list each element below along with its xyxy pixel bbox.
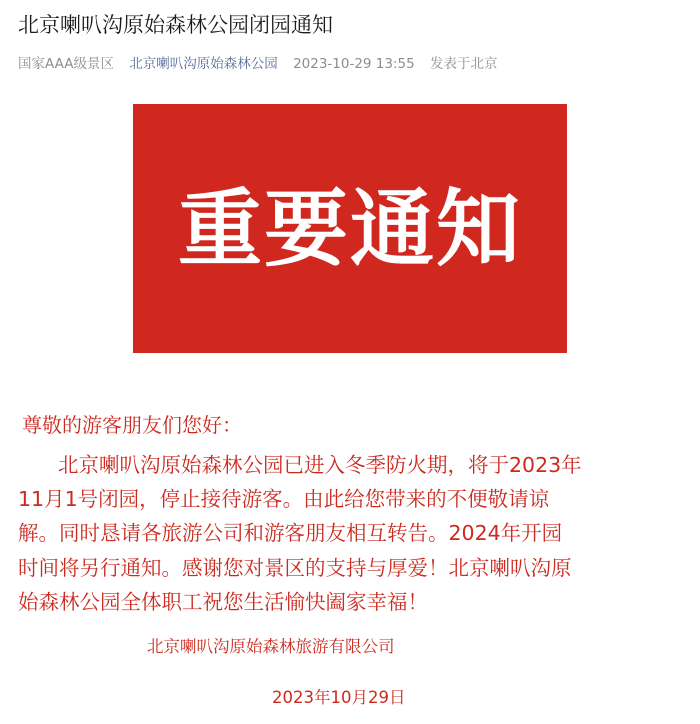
- notice-date: 2023年10月29日: [272, 688, 406, 707]
- important-notice-banner: [133, 104, 567, 353]
- notice-line: 北京喇叭沟原始森林公园已进入冬季防火期，将于2023年: [58, 453, 582, 477]
- notice-signature: 北京喇叭沟原始森林旅游有限公司: [147, 637, 395, 656]
- publish-location: 发表于北京: [430, 56, 498, 72]
- notice-line: 解。同时恳请各旅游公司和游客朋友相互转告。2024年开园: [18, 521, 563, 546]
- scenic-area-tag: 国家AAA级景区: [18, 56, 114, 72]
- notice-line: 11月1号闭园，停止接待游客。由此给您带来的不便敬请谅: [18, 487, 550, 512]
- article-title: 北京喇叭沟原始森林公园闭园通知: [18, 13, 333, 37]
- notice-line: 时间将另行通知。感谢您对景区的支持与厚爱！北京喇叭沟原: [18, 555, 572, 580]
- account-name-link[interactable]: 北京喇叭沟原始森林公园: [129, 56, 278, 72]
- notice-line: 始森林公园全体职工祝您生活愉快阖家幸福！: [18, 589, 428, 614]
- publish-time: 2023-10-29 13:55: [293, 56, 415, 72]
- banner-text: 重要通知: [177, 179, 522, 278]
- notice-greeting: 尊敬的游客朋友们您好：: [22, 413, 242, 437]
- notice-body: [18, 448, 688, 619]
- article-meta: [18, 55, 509, 73]
